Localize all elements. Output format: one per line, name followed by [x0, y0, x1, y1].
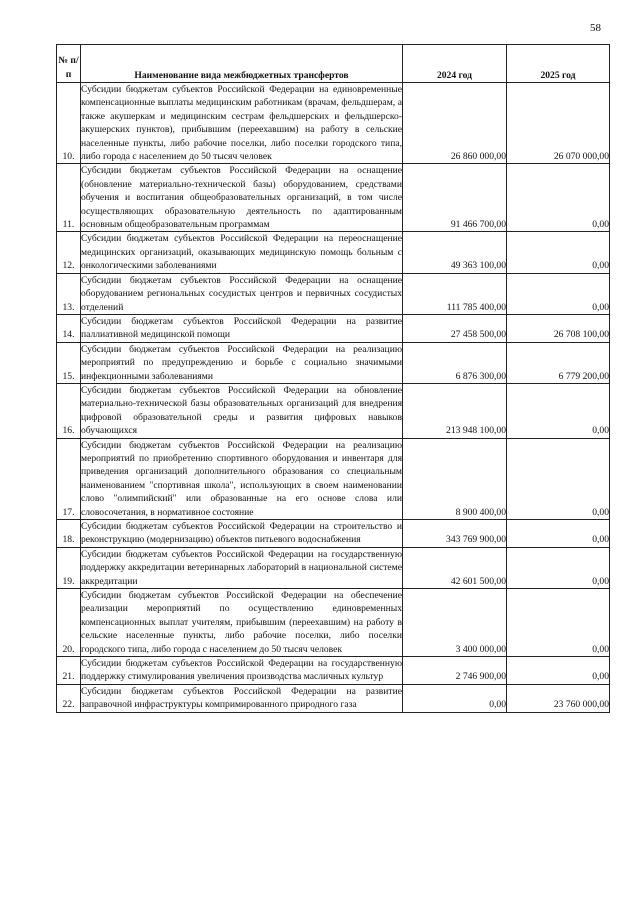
amount-2024: 213 948 100,00	[403, 383, 507, 438]
amount-2025: 23 760 000,00	[507, 684, 610, 712]
row-number: 19.	[57, 547, 81, 588]
row-number: 15.	[57, 342, 81, 383]
amount-2024: 3 400 000,00	[403, 589, 507, 657]
table-row	[57, 589, 610, 657]
page-number: 58	[590, 22, 601, 34]
transfer-name: Субсидии бюджетам субъектов Российской Федерации на развитие паллиативной медицинской помощи	[81, 315, 402, 341]
transfer-name: Субсидии бюджетам субъектов Российской Федерации на реализацию мероприятий по предупреждению и борьбе с социально значимыми инфекционными заболеваниями	[81, 343, 402, 382]
row-number: 21.	[57, 657, 81, 685]
amount-2024: 42 601 500,00	[403, 547, 507, 588]
amount-2025: 0,00	[507, 547, 610, 588]
table-row	[57, 547, 610, 588]
header-num: № п/п	[57, 45, 81, 83]
transfer-name: Субсидии бюджетам субъектов Российской Федерации на обновление материально-технической базы образовательных организаций для внедрения цифровой образовательной среды и развития цифровых навыков обучающихся	[81, 384, 402, 437]
transfer-name: Субсидии бюджетам субъектов Российской Федерации на государственную поддержку стимулирования увеличения производства масличных культур	[81, 658, 402, 683]
table-row	[57, 383, 610, 438]
transfer-name: Субсидии бюджетам субъектов Российской Федерации на развитие заправочной инфраструктуры компримированного природного газа	[81, 685, 402, 711]
table-row	[57, 273, 610, 314]
transfer-name: Субсидии бюджетам субъектов Российской Федерации на оснащение оборудованием региональных сосудистых центров и первичных сосудистых отделений	[81, 274, 402, 313]
amount-2024: 27 458 500,00	[403, 314, 507, 342]
transfer-name: Субсидии бюджетам субъектов Российской Федерации на единовременные компенсационные выплаты медицинским работникам (врачам, фельдшерам, а также акушеркам и медицинским сестрам фельдшерских и фельдшерско-акушерских пунктов), прибывшим (переехавшим) на работу в сельские населенные пункты, либо рабочие поселки, либо поселки городского типа, либо города с населением до 50 тысяч человек	[81, 84, 402, 163]
transfer-name: Субсидии бюджетам субъектов Российской Федерации на строительство и реконструкцию (модернизацию) объектов питьевого водоснабжения	[81, 521, 402, 546]
table-header-row	[57, 45, 610, 83]
row-number: 22.	[57, 684, 81, 712]
row-number: 14.	[57, 314, 81, 342]
row-number: 10.	[57, 83, 81, 164]
table-row	[57, 657, 610, 685]
header-2024: 2024 год	[403, 45, 507, 83]
table-row	[57, 438, 610, 519]
amount-2025: 26 070 000,00	[507, 83, 610, 164]
table-row	[57, 232, 610, 273]
amount-2025: 0,00	[507, 232, 610, 273]
row-number: 16.	[57, 383, 81, 438]
amount-2025: 0,00	[507, 657, 610, 685]
row-number: 20.	[57, 589, 81, 657]
transfer-name: Субсидии бюджетам субъектов Российской Федерации на государственную поддержку аккредитации ветеринарных лабораторий в национальной системе аккредитации	[81, 548, 402, 587]
amount-2024: 0,00	[403, 684, 507, 712]
amount-2025: 0,00	[507, 273, 610, 314]
header-2025: 2025 год	[507, 45, 610, 83]
transfers-table	[56, 44, 610, 713]
amount-2024: 6 876 300,00	[403, 342, 507, 383]
table-row	[57, 520, 610, 548]
amount-2024: 91 466 700,00	[403, 164, 507, 232]
transfer-name: Субсидии бюджетам субъектов Российской Федерации на переоснащение медицинских организаций, оказывающих медицинскую помощь больным с онкологическими заболеваниями	[81, 233, 402, 272]
row-number: 11.	[57, 164, 81, 232]
amount-2025: 0,00	[507, 383, 610, 438]
amount-2025: 0,00	[507, 520, 610, 548]
table-row	[57, 314, 610, 342]
amount-2024: 49 363 100,00	[403, 232, 507, 273]
transfer-name: Субсидии бюджетам субъектов Российской Федерации на оснащение (обновление материально-технической базы) оборудованием, средствами обучения и воспитания общеобразовательных организаций, в том числе осуществляющих образовательную деятельность по адаптированным основным общеобразовательным программам	[81, 165, 402, 231]
table-row	[57, 342, 610, 383]
table-row	[57, 164, 610, 232]
amount-2024: 2 746 900,00	[403, 657, 507, 685]
amount-2025: 0,00	[507, 164, 610, 232]
amount-2025: 26 708 100,00	[507, 314, 610, 342]
row-number: 13.	[57, 273, 81, 314]
amount-2024: 26 860 000,00	[403, 83, 507, 164]
table-row	[57, 684, 610, 712]
amount-2025: 0,00	[507, 438, 610, 519]
row-number: 12.	[57, 232, 81, 273]
row-number: 17.	[57, 438, 81, 519]
amount-2025: 0,00	[507, 589, 610, 657]
header-name: Наименование вида межбюджетных трансфертов	[81, 45, 403, 83]
amount-2024: 8 900 400,00	[403, 438, 507, 519]
transfer-name: Субсидии бюджетам субъектов Российской Федерации на обеспечение реализации мероприятий по осуществлению единовременных компенсационных выплат учителям, прибывшим (переехавшим) на работу в сельские населенные пункты, либо рабочие поселки, либо поселки городского типа, либо города с населением до 50 тысяч человек	[81, 590, 402, 655]
row-number: 18.	[57, 520, 81, 548]
amount-2024: 111 785 400,00	[403, 273, 507, 314]
table-row	[57, 83, 610, 164]
transfer-name: Субсидии бюджетам субъектов Российской Федерации на реализацию мероприятий по приобретению спортивного оборудования и инвентаря для приведения организаций дополнительного образования со специальным наименованием "спортивная школа", использующих в своем наименовании слово "олимпийский" или образованные на его основе слова или словосочетания, в нормативное состояние	[81, 439, 402, 518]
amount-2025: 6 779 200,00	[507, 342, 610, 383]
amount-2024: 343 769 900,00	[403, 520, 507, 548]
